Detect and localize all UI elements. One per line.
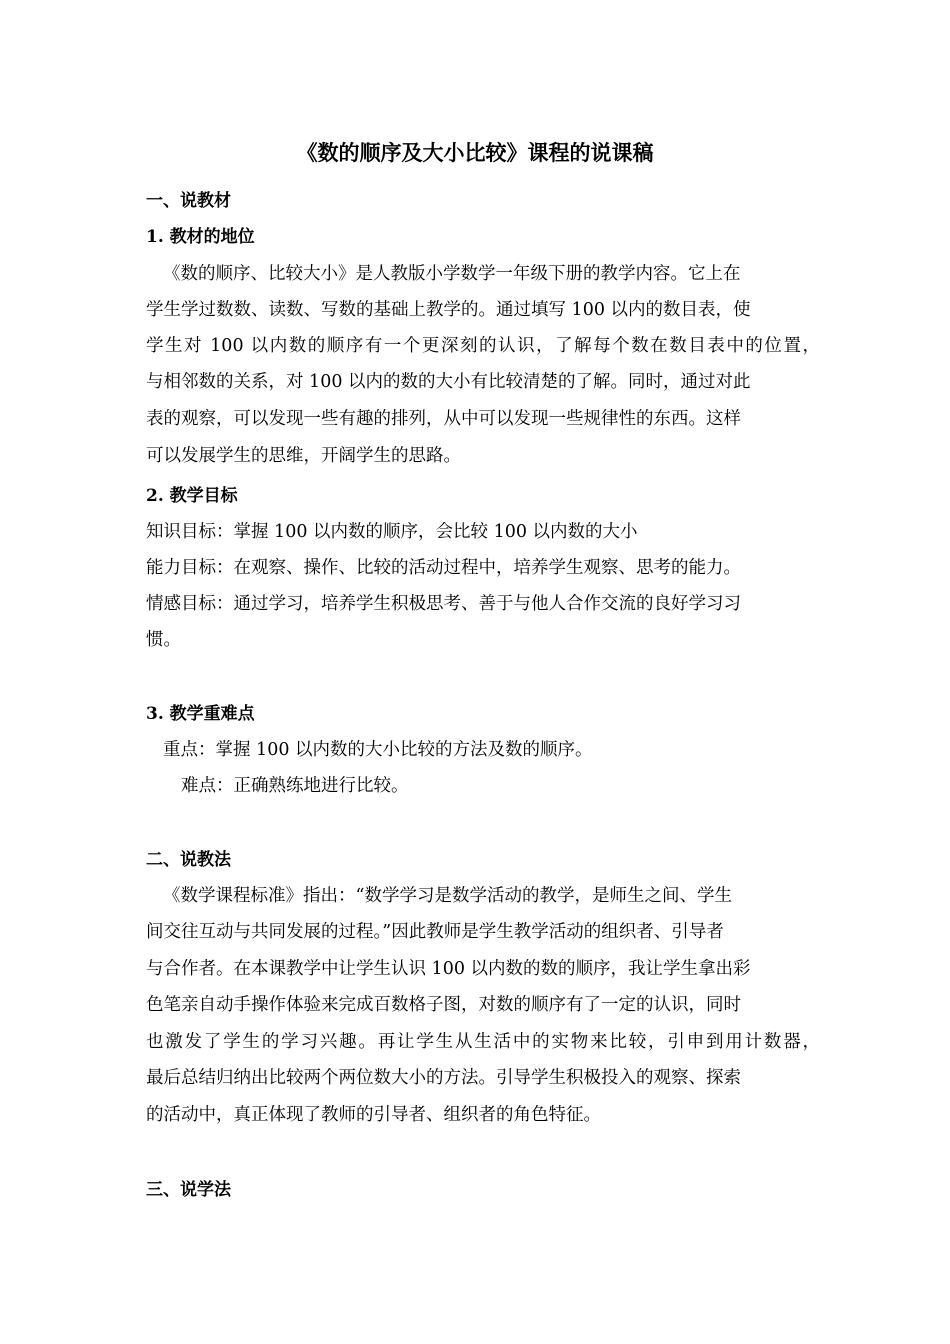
subsection-heading-key-points: 3. 教学重难点 <box>146 704 255 724</box>
subsection-heading-material-status: 1. 教材的地位 <box>146 227 255 247</box>
goal-line-emotion-cont: 惯。 <box>146 630 181 650</box>
section-heading-learning-method: 三、说学法 <box>146 1180 231 1200</box>
paragraph-line: 学生对 100 以内数的顺序有一个更深刻的认识，了解每个数在数目表中的位置， <box>146 336 820 356</box>
subsection-heading-teaching-goals: 2. 教学目标 <box>146 486 238 506</box>
paragraph-line: 《数学课程标准》指出：“数学学习是数学活动的教学，是师生之间、学生 <box>163 886 732 906</box>
paragraph-line: 最后总结归纳出比较两个两位数大小的方法。引导学生积极投入的观察、探索 <box>146 1068 741 1088</box>
key-point-line: 重点：掌握 100 以内数的大小比较的方法及数的顺序。 <box>163 740 593 760</box>
paragraph-line: 的活动中，真正体现了教师的引导者、组织者的角色特征。 <box>146 1105 601 1125</box>
document-title: 《数的顺序及大小比较》课程的说课稿 <box>296 140 654 165</box>
difficult-point-line: 难点：正确熟练地进行比较。 <box>181 776 409 796</box>
paragraph-line: 间交往互动与共同发展的过程。”因此教师是学生教学活动的组织者、引导者 <box>146 922 724 942</box>
paragraph-line: 表的观察，可以发现一些有趣的排列，从中可以发现一些规律性的东西。这样 <box>146 409 741 429</box>
paragraph-line: 色笔亲自动手操作体验来完成百数格子图，对数的顺序有了一定的认识，同时 <box>146 995 741 1015</box>
paragraph-line: 《数的顺序、比较大小》是人教版小学数学一年级下册的教学内容。它上在 <box>163 264 741 284</box>
paragraph-line: 与相邻数的关系，对 100 以内的数的大小有比较清楚的了解。同时，通过对此 <box>146 372 751 392</box>
section-heading-teaching-material: 一、说教材 <box>146 191 231 211</box>
paragraph-line: 学生学过数数、读数、写数的基础上教学的。通过填写 100 以内的数目表，使 <box>146 300 751 320</box>
goal-line-knowledge: 知识目标：掌握 100 以内数的顺序，会比较 100 以内数的大小 <box>146 522 638 542</box>
section-heading-teaching-method: 二、说教法 <box>146 850 231 870</box>
paragraph-line: 与合作者。在本课教学中让学生认识 100 以内数的数的顺序，我让学生拿出彩 <box>146 959 751 979</box>
goal-line-emotion: 情感目标：通过学习，培养学生积极思考、善于与他人合作交流的良好学习习 <box>146 594 741 614</box>
goal-line-ability: 能力目标：在观察、操作、比较的活动过程中，培养学生观察、思考的能力。 <box>146 558 741 578</box>
paragraph-line: 可以发展学生的思维，开阔学生的思路。 <box>146 446 461 466</box>
paragraph-line: 也激发了学生的学习兴趣。再让学生从生活中的实物来比较，引申到用计数器， <box>146 1032 820 1052</box>
